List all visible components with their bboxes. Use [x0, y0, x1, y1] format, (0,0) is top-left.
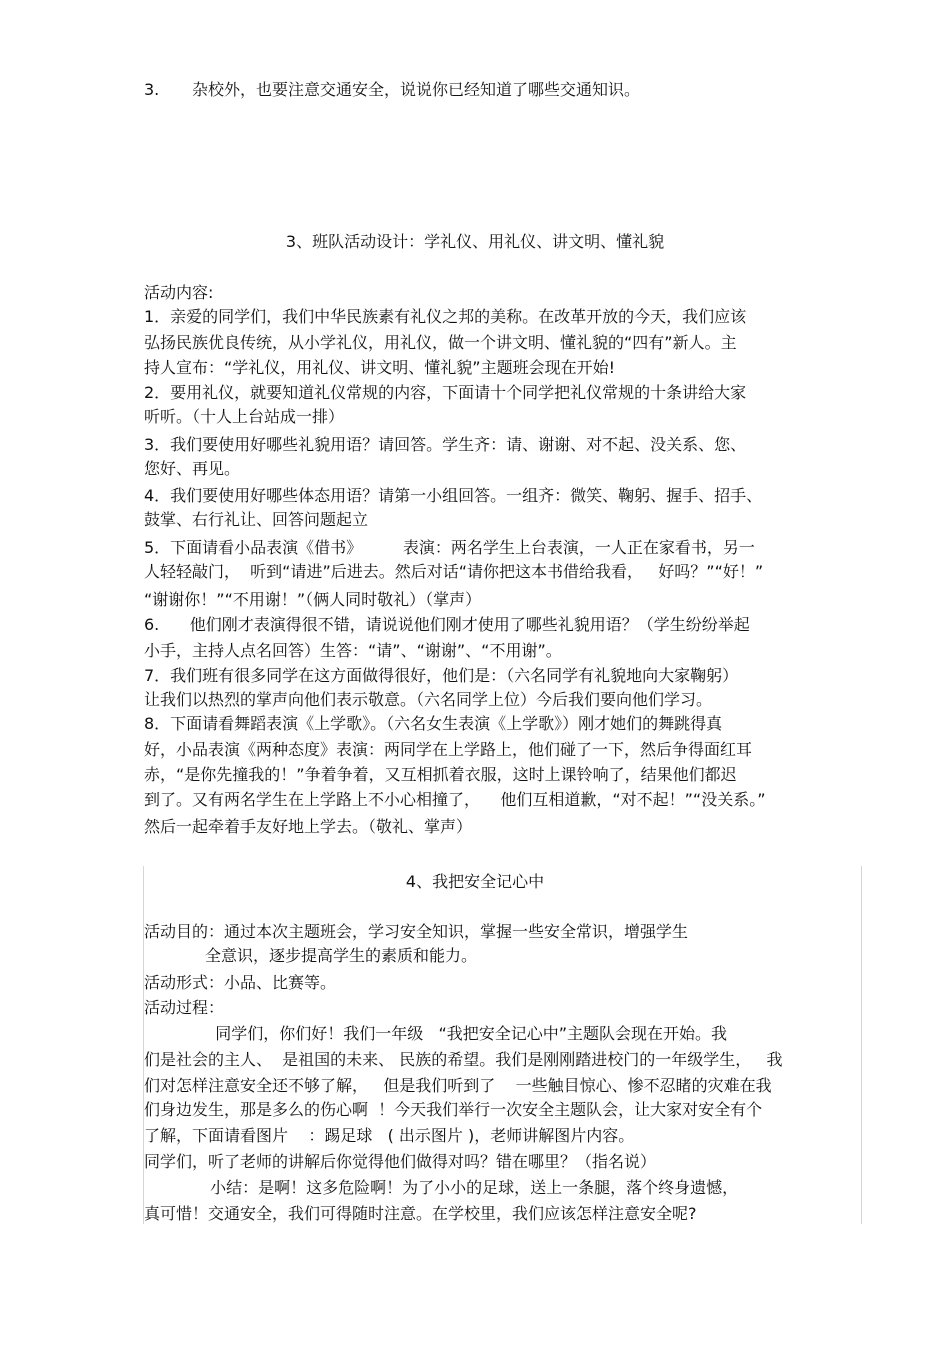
text-line: 同学们，听了老师的讲解后你觉得他们做得对吗？错在哪里？（指名说）	[144, 1152, 657, 1171]
text-line: 活动形式：小品、比赛等。	[144, 973, 337, 992]
text-line: 真可惜！交通安全，我们可得随时注意。在学校里，我们应该怎样注意安全呢?	[144, 1204, 697, 1223]
text-line: 们对怎样注意安全还不够了解， 但是我们听到了 一些触目惊心、惨不忍睹的灾难在我	[144, 1076, 772, 1095]
text-line: 听听。（十人上台站成一排）	[144, 407, 345, 426]
text-line: 7．我们班有很多同学在这方面做得很好，他们是：（六名同学有礼貌地向大家鞠躬）	[144, 666, 739, 685]
text-line: 了解，下面请看图片 ：踢足球 ( 出示图片 )，老师讲解图片内容。	[144, 1126, 635, 1145]
right-border-line	[861, 866, 862, 1224]
text-line: 6. 他们刚才表演得很不错，请说说他们刚才使用了哪些礼貌用语？（学生纷纷举起	[144, 615, 750, 634]
text-line: 活动过程：	[144, 998, 225, 1017]
top-item-number: 3.	[144, 80, 160, 99]
text-line: 4．我们要使用好哪些体态用语？请第一小组回答。一组齐：微笑、鞠躬、握手、招手、	[144, 486, 763, 505]
text-line: 鼓掌、右行礼让、回答问题起立	[144, 510, 369, 529]
top-item-text: 杂校外，也要注意交通安全，说说你已经知道了哪些交通知识。	[192, 80, 641, 99]
text-line: 您好、再见。	[144, 459, 241, 478]
text-line: “谢谢你！”“不用谢！”（俩人同时敬礼）（掌声）	[144, 590, 482, 609]
text-line: 3．我们要使用好哪些礼貌用语？请回答。学生齐：请、谢谢、对不起、没关系、您、	[144, 435, 747, 454]
text-line: 8．下面请看舞蹈表演《上学歌》。（六名女生表演《上学歌》）刚才她们的舞跳得真	[144, 714, 723, 733]
text-line: 人轻轻敲门， 听到“请进”后进去。然后对话“请你把这本书借给我看， 好吗？”“好！”	[144, 562, 764, 581]
section-3-title: 3、班队活动设计：学礼仪、用礼仪、讲文明、懂礼貌	[285, 232, 665, 251]
text-line: 小手，主持人点名回答）生答：“请”、“谢谢”、“不用谢”。	[144, 641, 562, 660]
text-line: 赤，“是你先撞我的！”争着争着，又互相抓着衣服，这时上课铃响了，结果他们都迟	[144, 765, 737, 784]
text-line: 5．下面请看小品表演《借书》 表演：两名学生上台表演，一人正在家看书，另一	[144, 538, 755, 557]
text-line: 弘扬民族优良传统，从小学礼仪，用礼仪，做一个讲文明、懂礼貌的“四有”新人。主	[144, 333, 737, 352]
text-line: 好，小品表演《两种态度》表演：两同学在上学路上，他们碰了一下，然后争得面红耳	[144, 740, 753, 759]
text-line: 持人宣布：“学礼仪，用礼仪、讲文明、懂礼貌”主题班会现在开始!	[144, 358, 615, 377]
text-line: 们是社会的主人、 是祖国的未来、 民族的希望。我们是刚刚踏进校门的一年级学生， 我	[144, 1050, 783, 1069]
text-line: 全意识，逐步提高学生的素质和能力。	[144, 946, 478, 965]
text-line: 活动目的：通过本次主题班会，学习安全知识，掌握一些安全常识，增强学生	[144, 922, 689, 941]
text-line: 到了。又有两名学生在上学路上不小心相撞了， 他们互相道歉，“对不起！”“没关系。”	[144, 790, 766, 809]
text-line: 2．要用礼仪，就要知道礼仪常规的内容，下面请十个同学把礼仪常规的十条讲给大家	[144, 383, 747, 402]
text-line: 小结：是啊！这多危险啊！为了小小的足球，送上一条腿，落个终身遗憾，	[144, 1178, 739, 1197]
text-line: 1．亲爱的同学们，我们中华民族素有礼仪之邦的美称。在改革开放的今天，我们应该	[144, 307, 747, 326]
text-line: 同学们，你们好！我们一年级 “我把安全记心中”主题队会现在开始。我	[144, 1024, 728, 1043]
section-4-title: 4、我把安全记心中	[405, 872, 545, 891]
text-line: 让我们以热烈的掌声向他们表示敬意。（六名同学上位）今后我们要向他们学习。	[144, 690, 713, 709]
text-line: 们身边发生，那是多么的伤心啊 ！今天我们举行一次安全主题队会，让大家对安全有个	[144, 1100, 763, 1119]
text-line: 活动内容:	[144, 283, 214, 302]
text-line: 然后一起牵着手友好地上学去。（敬礼、掌声）	[144, 817, 473, 836]
